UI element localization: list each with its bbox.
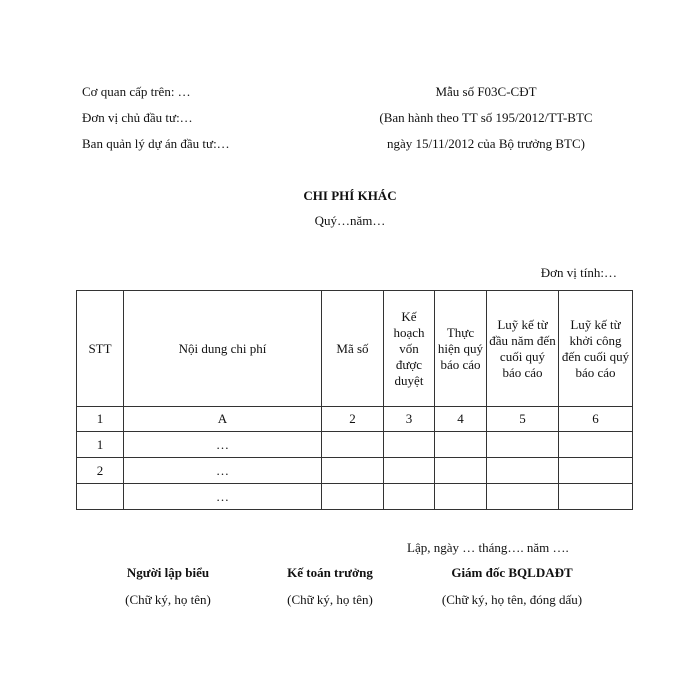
table-cell: … bbox=[124, 484, 322, 510]
issued-by: (Ban hành theo TT số 195/2012/TT-BTC bbox=[379, 110, 593, 125]
chief-accountant-title: Kế toán trưởng bbox=[287, 565, 373, 580]
column-header-actual: Thực hiện quý báo cáo bbox=[435, 291, 487, 407]
column-header-plan: Kế hoạch vốn được duyệt bbox=[384, 291, 435, 407]
table-cell bbox=[322, 484, 384, 510]
index-cell: 4 bbox=[435, 407, 487, 432]
table-row bbox=[77, 458, 633, 484]
table-cell bbox=[559, 458, 633, 484]
issued-date: ngày 15/11/2012 của Bộ trưởng BTC) bbox=[387, 136, 585, 151]
table-cell bbox=[559, 484, 633, 510]
unit-of-measure: Đơn vị tính:… bbox=[540, 265, 617, 280]
table-cell bbox=[559, 432, 633, 458]
table-row bbox=[77, 432, 633, 458]
chief-accountant-signature-note: (Chữ ký, họ tên) bbox=[287, 592, 373, 607]
project-board-line: Ban quản lý dự án đầu tư:… bbox=[82, 136, 230, 151]
director-title: Giám đốc BQLDAĐT bbox=[451, 565, 573, 580]
table-cell bbox=[435, 484, 487, 510]
table-cell: … bbox=[124, 432, 322, 458]
table-cell: … bbox=[124, 458, 322, 484]
index-cell: 3 bbox=[384, 407, 435, 432]
table-cell bbox=[384, 432, 435, 458]
table-row bbox=[77, 484, 633, 510]
report-period: Quý…năm… bbox=[314, 213, 386, 228]
column-header-ytd: Luỹ kế từ đầu năm đến cuối quý báo cáo bbox=[487, 291, 559, 407]
index-cell: 2 bbox=[322, 407, 384, 432]
expense-table bbox=[76, 290, 633, 510]
form-number: Mẫu số F03C-CĐT bbox=[435, 84, 537, 99]
table-cell: 1 bbox=[77, 432, 124, 458]
table-cell bbox=[435, 432, 487, 458]
parent-agency-line: Cơ quan cấp trên: … bbox=[82, 84, 191, 99]
table-cell bbox=[77, 484, 124, 510]
column-header-code: Mã số bbox=[322, 291, 384, 407]
table-cell bbox=[322, 458, 384, 484]
table-cell bbox=[487, 432, 559, 458]
index-cell: 6 bbox=[559, 407, 633, 432]
column-header-stt: STT bbox=[77, 291, 124, 407]
table-cell bbox=[435, 458, 487, 484]
table-cell bbox=[384, 458, 435, 484]
investor-unit-line: Đơn vị chủ đầu tư:… bbox=[82, 110, 193, 125]
table-cell bbox=[322, 432, 384, 458]
column-header-content: Nội dung chi phí bbox=[124, 291, 322, 407]
preparer-signature-note: (Chữ ký, họ tên) bbox=[125, 592, 211, 607]
column-header-since-start: Luỹ kế từ khởi công đến cuối quý báo cáo bbox=[559, 291, 633, 407]
preparer-title: Người lập biểu bbox=[126, 565, 210, 580]
column-index-row bbox=[77, 407, 633, 432]
page-title: CHI PHÍ KHÁC bbox=[303, 188, 397, 203]
table-cell bbox=[487, 458, 559, 484]
report-date-line: Lập, ngày … tháng…. năm …. bbox=[407, 540, 569, 555]
index-cell: 5 bbox=[487, 407, 559, 432]
director-signature-note: (Chữ ký, họ tên, đóng dấu) bbox=[441, 592, 583, 607]
table-cell bbox=[487, 484, 559, 510]
index-cell: 1 bbox=[77, 407, 124, 432]
table-header-row bbox=[77, 291, 633, 407]
table-cell bbox=[384, 484, 435, 510]
table-cell: 2 bbox=[77, 458, 124, 484]
index-cell: A bbox=[124, 407, 322, 432]
